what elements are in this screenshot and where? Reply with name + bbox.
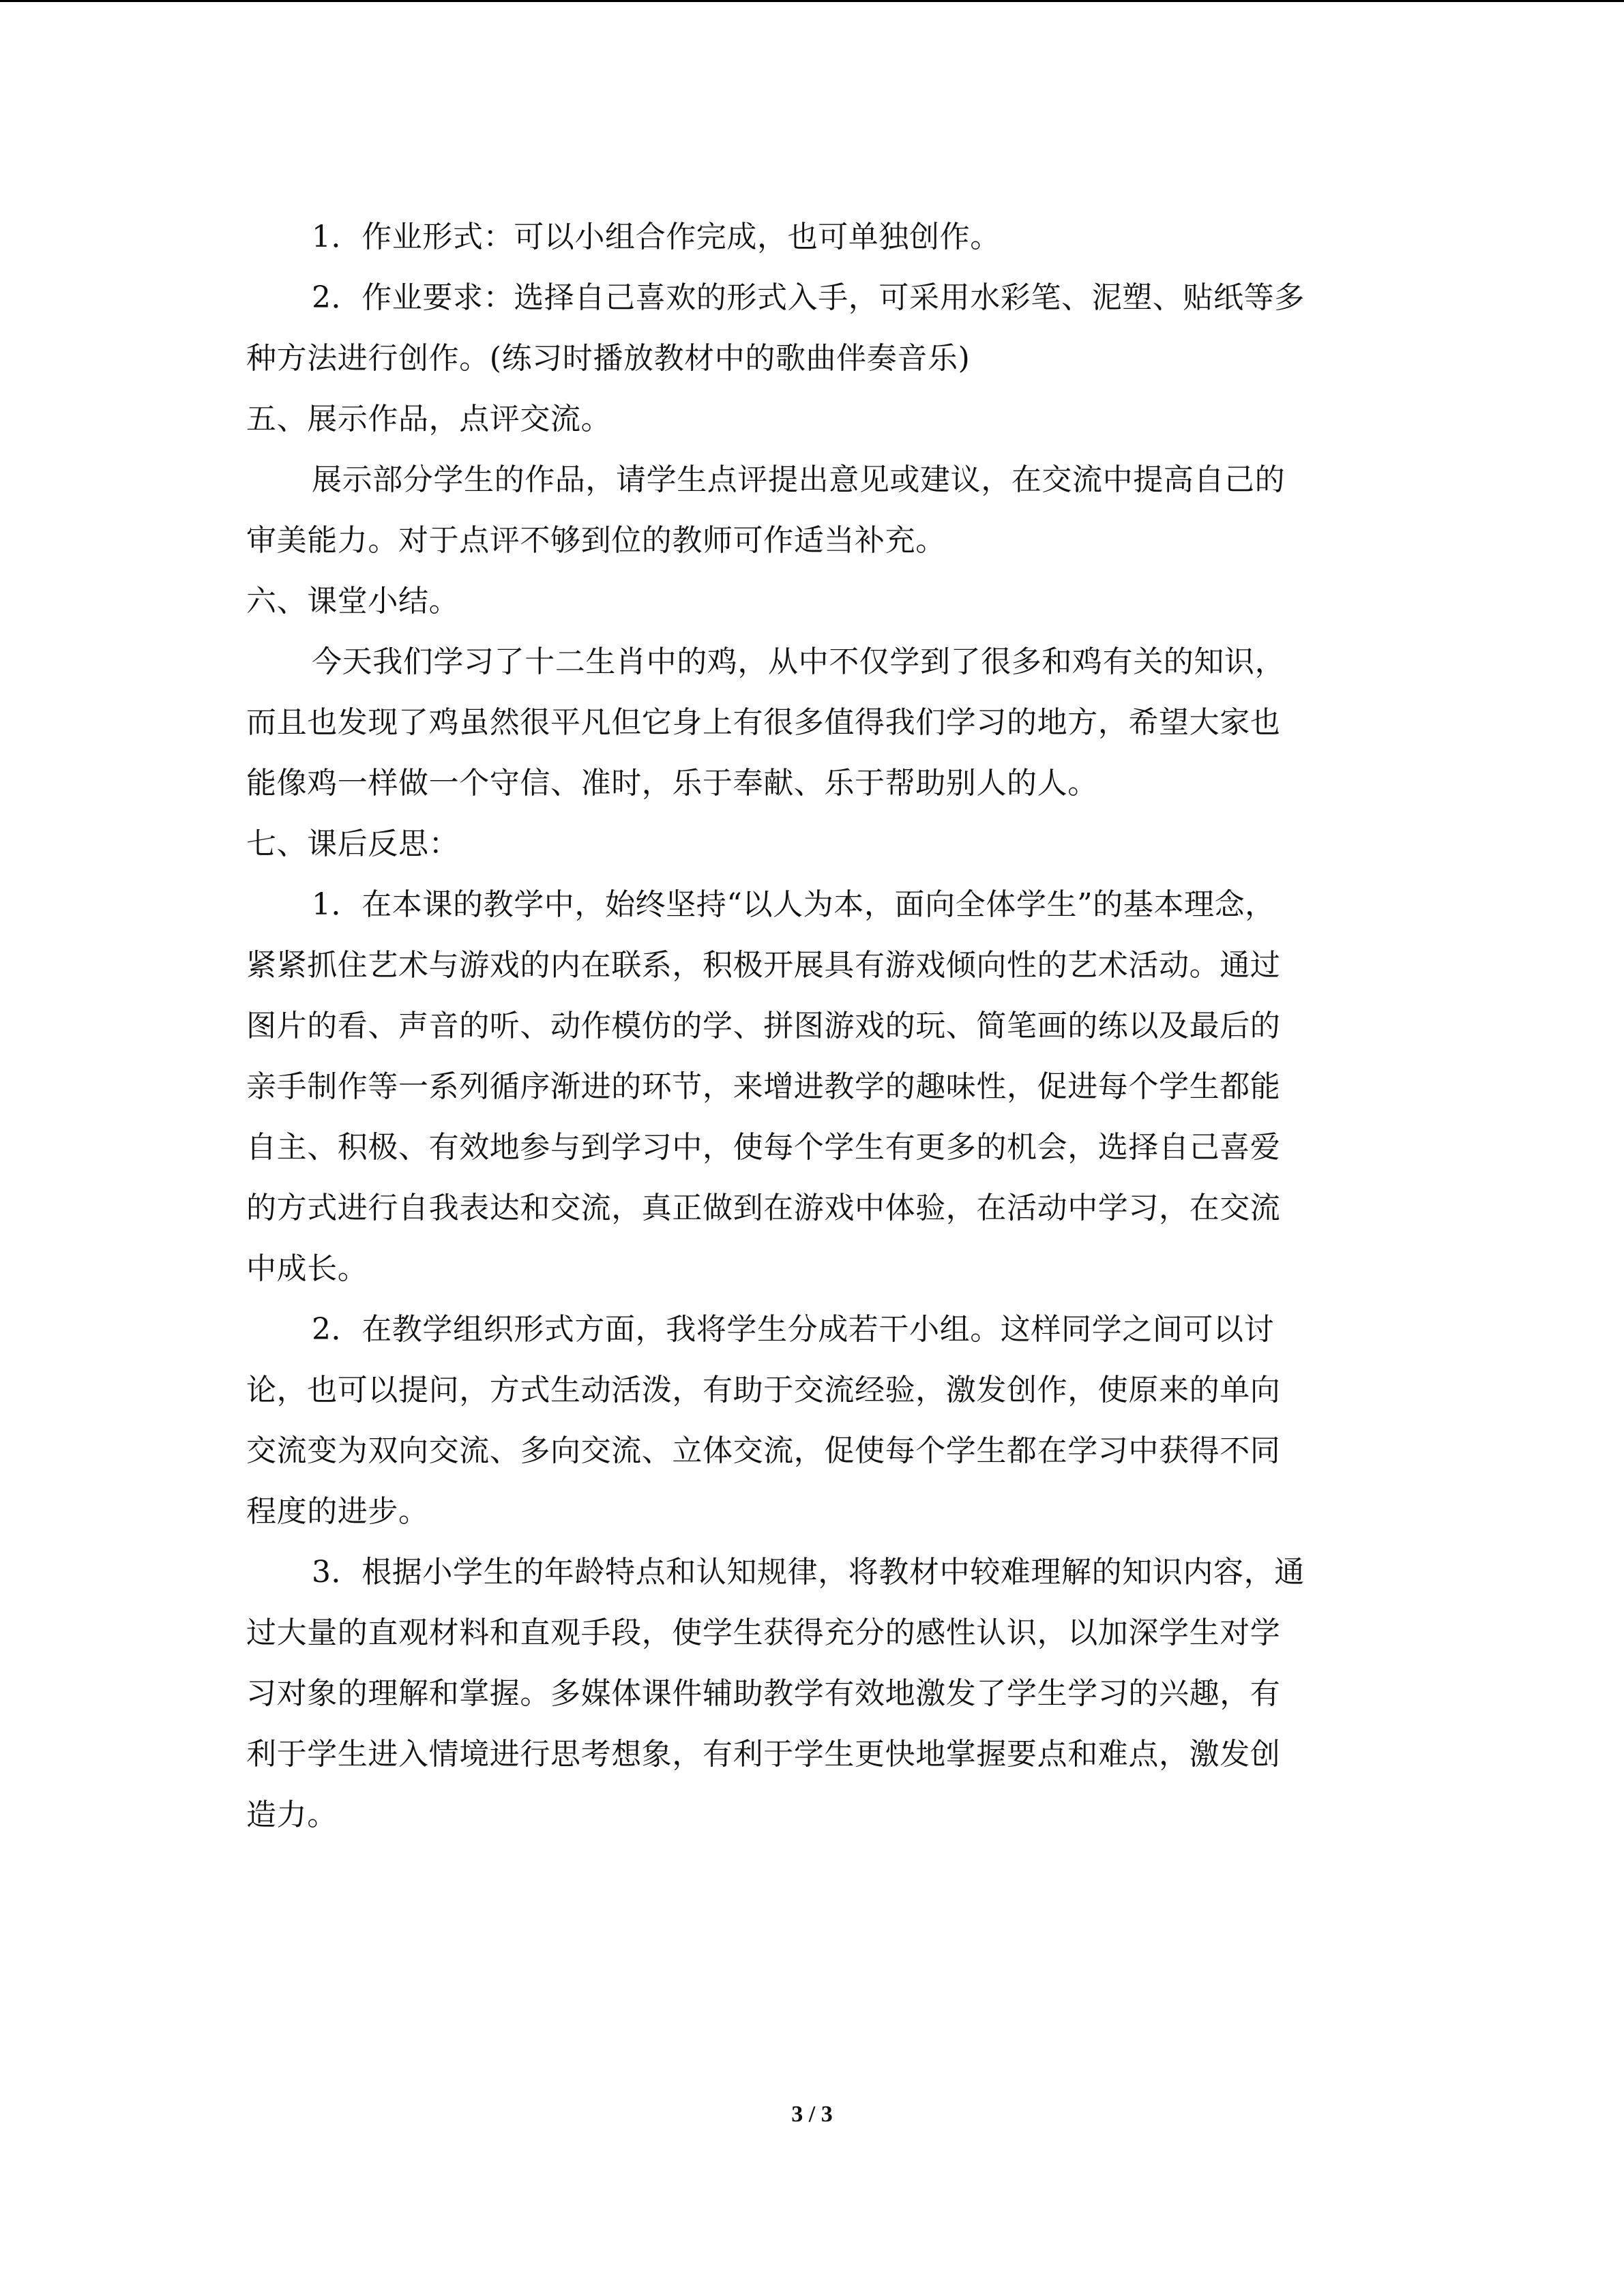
text-line: 中成长。 (246, 1251, 368, 1286)
text-line: 2．在教学组织形式方面，我将学生分成若干小组。这样同学之间可以讨 (312, 1312, 1275, 1347)
text-line: 审美能力。对于点评不够到位的教师可作适当补充。 (246, 523, 946, 558)
document-body (246, 207, 1378, 1845)
text-line: 过大量的直观材料和直观手段，使学生获得充分的感性认识，以加深学生对学 (246, 1615, 1281, 1650)
text-line: 论，也可以提问，方式生动活泼，有助于交流经验，激发创作，使原来的单向 (246, 1373, 1281, 1407)
text-line: 3．根据小学生的年龄特点和认知规律，将教材中较难理解的知识内容，通 (312, 1555, 1305, 1590)
text-line: 能像鸡一样做一个守信、准时，乐于奉献、乐于帮助别人的人。 (246, 766, 1098, 801)
top-border-rule (0, 0, 1624, 2)
text-line: 造力。 (246, 1798, 338, 1832)
section-heading: 六、课堂小结。 (246, 584, 460, 618)
text-line: 而且也发现了鸡虽然很平凡但它身上有很多值得我们学习的地方，希望大家也 (246, 705, 1281, 740)
text-line: 2．作业要求：选择自己喜欢的形式入手，可采用水彩笔、泥塑、贴纸等多 (312, 280, 1305, 315)
section-heading: 五、展示作品，点评交流。 (246, 402, 612, 436)
text-line: 种方法进行创作。(练习时播放教材中的歌曲伴奏音乐) (246, 341, 971, 376)
text-line: 1．在本课的教学中，始终坚持“以人为本，面向全体学生”的基本理念， (312, 887, 1275, 922)
text-line: 交流变为双向交流、多向交流、立体交流，促使每个学生都在学习中获得不同 (246, 1433, 1281, 1468)
page-number: 3 / 3 (791, 2102, 833, 2127)
text-line: 紧紧抓住艺术与游戏的内在联系，积极开展具有游戏倾向性的艺术活动。通过 (246, 948, 1281, 983)
text-line: 图片的看、声音的听、动作模仿的学、拼图游戏的玩、简笔画的练以及最后的 (246, 1009, 1281, 1043)
text-line: 展示部分学生的作品，请学生点评提出意见或建议，在交流中提高自己的 (312, 462, 1286, 497)
text-line: 的方式进行自我表达和交流，真正做到在游戏中体验，在活动中学习，在交流 (246, 1191, 1281, 1225)
text-line: 自主、积极、有效地参与到学习中，使每个学生有更多的机会，选择自己喜爱 (246, 1130, 1281, 1165)
text-line: 程度的进步。 (246, 1494, 429, 1529)
section-heading: 七、课后反思： (246, 826, 460, 861)
text-line: 亲手制作等一系列循序渐进的环节，来增进教学的趣味性，促进每个学生都能 (246, 1069, 1281, 1104)
text-line: 今天我们学习了十二生肖中的鸡，从中不仅学到了很多和鸡有关的知识， (312, 644, 1286, 679)
text-line: 1．作业形式：可以小组合作完成，也可单独创作。 (312, 220, 1001, 254)
text-line: 习对象的理解和掌握。多媒体课件辅助教学有效地激发了学生学习的兴趣，有 (246, 1676, 1281, 1711)
text-line: 利于学生进入情境进行思考想象，有利于学生更快地掌握要点和难点，激发创 (246, 1737, 1281, 1772)
